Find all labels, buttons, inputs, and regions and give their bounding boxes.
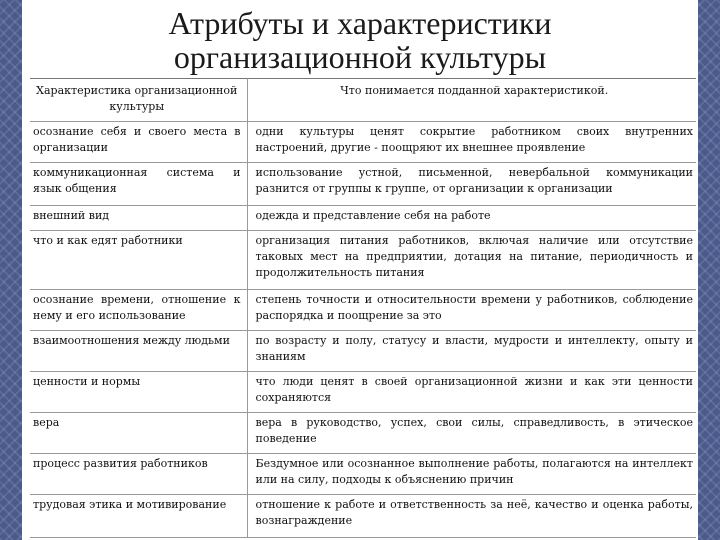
cell-meaning: одежда и представление себя на работе <box>247 206 696 231</box>
header-characteristic: Характеристика организационной культуры <box>30 79 247 122</box>
cell-meaning: одни культуры ценят сокрытие работником своих внутренних настроений, другие - поощряют их внешнее проявление <box>247 122 696 163</box>
cell-characteristic: осознание себя и своего места в организации <box>30 122 247 163</box>
cell-meaning: вера в руководство, успех, свои силы, справедливость, в этическое поведение <box>247 413 696 454</box>
cell-characteristic: внешний вид <box>30 206 247 231</box>
cell-meaning: организация питания работников, включая наличие или отсутствие таковых мест на предприятии, дотация на питание, периодичность и продолжительность питания <box>247 231 696 290</box>
cell-characteristic: осознание времени, отношение к нему и его использование <box>30 290 247 331</box>
table-row <box>30 454 696 495</box>
table-row <box>30 372 696 413</box>
attributes-table <box>30 78 696 538</box>
table-row <box>30 206 696 231</box>
cell-characteristic: коммуникационная система и язык общения <box>30 163 247 206</box>
cell-meaning: степень точности и относительности времени у работников, соблюдение распорядка и поощрение за это <box>247 290 696 331</box>
title-line-1: Атрибуты и характеристики <box>168 5 552 41</box>
cell-characteristic: взаимоотношения между людьми <box>30 331 247 372</box>
table-row <box>30 122 696 163</box>
table-row <box>30 413 696 454</box>
slide <box>22 0 698 540</box>
slide-title <box>22 6 698 74</box>
cell-characteristic: вера <box>30 413 247 454</box>
cell-characteristic: процесс развития работников <box>30 454 247 495</box>
cell-meaning: Бездумное или осознанное выполнение работы, полагаются на интеллект или на силу, подходы к объяснению причин <box>247 454 696 495</box>
table-header-row <box>30 79 696 122</box>
cell-meaning: по возрасту и полу, статусу и власти, мудрости и интеллекту, опыту и знаниям <box>247 331 696 372</box>
cell-characteristic: ценности и нормы <box>30 372 247 413</box>
cell-meaning: отношение к работе и ответственность за неё, качество и оценка работы, вознаграждение <box>247 495 696 538</box>
table-row <box>30 331 696 372</box>
header-meaning: Что понимается подданной характеристикой. <box>247 79 696 122</box>
cell-characteristic: что и как едят работники <box>30 231 247 290</box>
table-row <box>30 290 696 331</box>
table-row <box>30 163 696 206</box>
cell-meaning: использование устной, письменной, невербальной коммуникации разнится от группы к группе, от организации к организации <box>247 163 696 206</box>
cell-meaning: что люди ценят в своей организационной жизни и как эти ценности сохраняются <box>247 372 696 413</box>
table-row <box>30 231 696 290</box>
cell-characteristic: трудовая этика и мотивирование <box>30 495 247 538</box>
title-line-2: организационной культуры <box>173 39 547 75</box>
table-row <box>30 495 696 538</box>
